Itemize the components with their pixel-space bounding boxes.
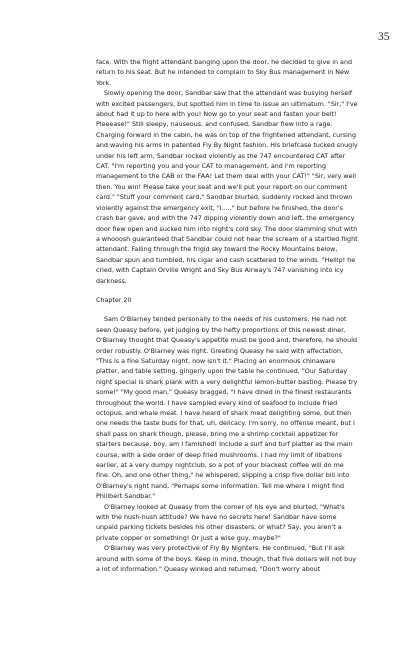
paragraph: O'Blarney looked at Queasy from the corner of his eye and blurted, "What's with the hush-hush attitude? We have no secrets here! Sandbar have some unpaid parking tickets besides his other disasters, or what? Say, you aren't a private copper or something! Or just a wise guy, maybe?": [96, 503, 345, 542]
paragraph: O'Blarney was very protective of Fly By Nighters. He continued, "But I'll ask around with some of the boys. Keep in mind, though, that five dollars will not buy a lot of information." Queasy winked and returned, "Don't worry about: [96, 545, 356, 574]
chapter-heading: Chapter 20: [96, 296, 132, 304]
page-number: 35: [378, 31, 390, 43]
paragraph: face. With the flight attendant banging upon the door, he decided to give in and return to his seat. But he intended to complain to Sky Bus management in New York.: [96, 59, 353, 87]
paragraph: Slowly opening the door, Sandbar saw that the attendant was busying herself with excited passengers, but spotted him in time to issue an ultimatum. "Sir," I've about had it up to here with you! Now go to your seat and fasten your belt! Pleeease!" Still sleepy, nauseous, and confused, Sandbar flew into a rage. Charging forward in the cabin, he was on top of the frightened attendant, cursing and waving his arms in patented Fly By Night fashion. His briefcase tucked snugly under his left arm, Sandbar rocked violently as the 747 encountered CAT after CAT. "I'm reporting you and your CAT to management, and I'm reporting management to the CAB or the FAA! Let them deal with your CAT!" "Sir, very well then. You win! Please take your seat and we'll put your report on our comment card." "Stuff your comment card," Sandbar blurted, suddenly rocked and thrown violently against the emergency exit, "I....," but before he finished, the door's crash bar gave, and with the 747 dipping violently down and left, the emergency door flew open and sucked him into night's cold sky. The door slamming shut with a whooosh guaranteed that Sandbar could not hear the scream of a startled flight attendant. Falling through the frigid sky toward the Rocky Mountains below, Sandbar spun and tumbled, his cigar and cash scattered to the winds. "Helllp! he cried, with Captain Orville Wright and Sky Bus Airway's 747 vanishing into icy darkness.: [96, 90, 358, 285]
paragraph: Sam O'Blarney tended personally to the needs of his customers. He had not seen Queasy before, yet judging by the hefty proportions of this newest diner, O'Blarney thought that Queasy's appetite must be good and, therefore, he should order robustly. O'Blarney was right. Greeting Queasy he said with affectation, "This is a fine Saturday night, now isn't it." Placing an enormous chinaware platter, and table setting, gingerly upon the table he continued, "Our Saturday night special is shark plank with a very delightful lemon-butter basting. Please try some!" "My good man," Queasy bragged, "I have dined in the finest restaurants throughout the world. I have sampled every kind of seafood to include fried octopus, and whale meat. I have heard of shark meat delighting some, but then one needs the taste buds for that, uh, delicacy. I'm sorry, no offense meant, but I shall pass on shark though, please, bring me a shrimp cocktail appetizer for starters because, boy, am I famished! Include a surf and turf platter as the main course, with a side order of deep fried mushrooms. I had my limit of libations earlier, at a very dumpy nightclub, so a pot of your blackest coffee will do me fine. Oh, and one other thing," he whispered, slipping a crisp five dollar bill into O'Blarney's right hand, "Perhaps some information. Tell me where I might find Philibert Sandbar.": [96, 316, 358, 501]
body-text: [96, 58, 358, 576]
